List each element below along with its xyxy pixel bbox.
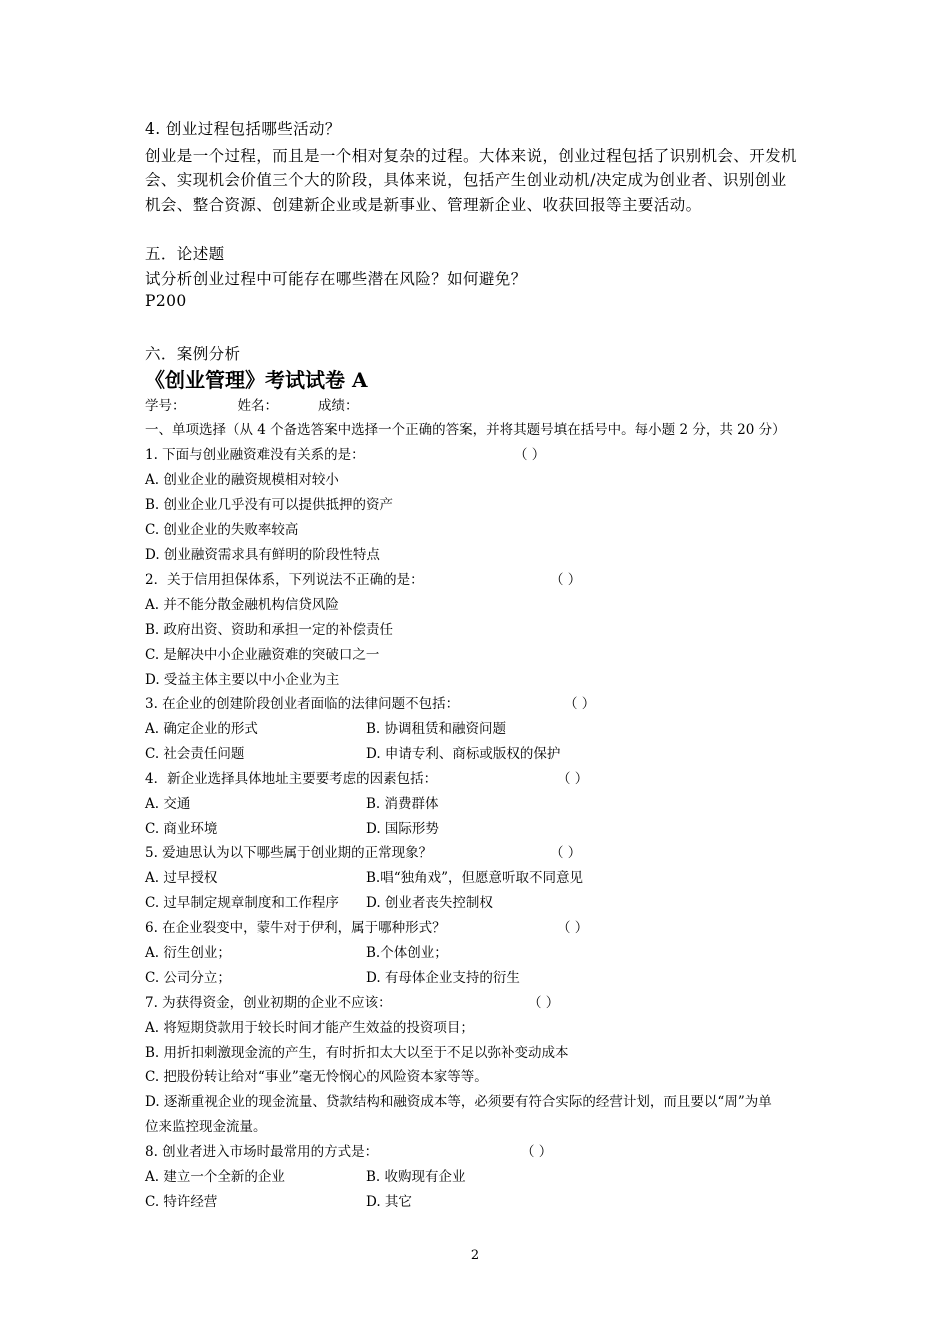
question-1-option-b: B. 创业企业几乎没有可以提供抵押的资产 <box>145 497 394 513</box>
question-7-option-b: B. 用折扣刺激现金流的产生，有时折扣太大以至于不足以弥补变动成本 <box>145 1045 569 1061</box>
question-3-option-c: C. 社会责任问题 <box>145 746 245 762</box>
section-5-answer: P200 <box>145 292 187 310</box>
question-4-option-b: B. 消费群体 <box>366 796 439 812</box>
section-6-title: 六．案例分析 <box>145 345 241 363</box>
question-1-option-a: A. 创业企业的融资规模相对较小 <box>145 472 339 488</box>
question-1-option-c: C. 创业企业的失败率较高 <box>145 522 299 538</box>
question-8-option-b: B. 收购现有企业 <box>366 1169 466 1185</box>
question-6-option-a: A. 衍生创业； <box>145 945 231 961</box>
question-7-answer-blank: （ ） <box>528 995 560 1011</box>
question-8-option-a: A. 建立一个全新的企业 <box>145 1169 285 1185</box>
section-5-question: 试分析创业过程中可能存在哪些潜在风险？如何避免？ <box>145 270 527 288</box>
question-2-answer-blank: （ ） <box>550 572 582 588</box>
question-5-option-c: C. 过早制定规章制度和工作程序 <box>145 895 339 911</box>
question-8-option-c: C. 特许经营 <box>145 1194 218 1210</box>
question-8-answer-blank: （ ） <box>521 1144 553 1160</box>
section-5-title: 五．论述题 <box>145 245 225 263</box>
question-3-option-b: B. 协调租赁和融资问题 <box>366 721 507 737</box>
question-6-option-b: B.个体创业； <box>366 945 448 961</box>
question-8-option-d: D. 其它 <box>366 1194 412 1210</box>
question-4-answer-line-3: 机会、整合资源、创建新企业或是新事业、管理新企业、收获回报等主要活动。 <box>145 196 702 214</box>
student-id-label: 学号： <box>145 398 186 414</box>
part-1-instruction: 一、单项选择（从 4 个备选答案中选择一个正确的答案，并将其题号填在括号中。每小题 2 分，共 20 分） <box>145 422 786 438</box>
question-6-stem: 6. 在企业裂变中，蒙牛对于伊利，属于哪种形式？ <box>145 920 446 936</box>
score-label: 成绩： <box>318 398 359 414</box>
question-5-answer-blank: （ ） <box>550 845 582 861</box>
question-7-option-d: D. 逐渐重视企业的现金流量、贷款结构和融资成本等，必须要有符合实际的经营计划，而且要以“周”为单 <box>145 1094 772 1110</box>
question-2-option-a: A. 并不能分散金融机构信贷风险 <box>145 597 339 613</box>
question-6-option-c: C. 公司分立； <box>145 970 231 986</box>
question-4-option-d: D. 国际形势 <box>366 821 439 837</box>
student-info-line <box>145 394 359 414</box>
question-2-option-d: D. 受益主体主要以中小企业为主 <box>145 672 340 688</box>
question-1-stem: 1. 下面与创业融资难没有关系的是： <box>145 447 365 463</box>
question-5-option-b: B.唱“独角戏”，但愿意听取不同意见 <box>366 870 584 886</box>
question-3-answer-blank: （ ） <box>564 696 596 712</box>
name-label: 姓名： <box>237 398 278 414</box>
question-4-option-c: C. 商业环境 <box>145 821 218 837</box>
question-2-option-b: B. 政府出资、资助和承担一定的补偿责任 <box>145 622 394 638</box>
question-6-answer-blank: （ ） <box>557 920 589 936</box>
question-6-option-d: D. 有母体企业支持的衍生 <box>366 970 520 986</box>
question-4-answer-blank: （ ） <box>557 771 589 787</box>
page-number: 2 <box>470 1248 480 1263</box>
question-2-stem: 2．关于信用担保体系，下列说法不正确的是： <box>145 572 424 588</box>
question-2-option-c: C. 是解决中小企业融资难的突破口之一 <box>145 647 380 663</box>
question-7-option-c: C. 把股份转让给对“事业”毫无怜悯心的风险资本家等等。 <box>145 1069 488 1085</box>
question-1-answer-blank: （ ） <box>514 447 546 463</box>
question-7-option-a: A. 将短期贷款用于较长时间才能产生效益的投资项目； <box>145 1020 474 1036</box>
question-5-option-d: D. 创业者丧失控制权 <box>366 895 493 911</box>
question-4-stem: 4．新企业选择具体地址主要要考虑的因素包括： <box>145 771 438 787</box>
question-7-option-d-continued: 位来监控现金流量。 <box>145 1119 267 1135</box>
question-3-option-a: A. 确定企业的形式 <box>145 721 258 737</box>
question-4-answer-line-2: 会、实现机会价值三个大的阶段，具体来说，包括产生创业动机/决定成为创业者、识别创业 <box>145 171 787 189</box>
question-3-stem: 3. 在企业的创建阶段创业者面临的法律问题不包括： <box>145 696 460 712</box>
question-8-stem: 8. 创业者进入市场时最常用的方式是： <box>145 1144 379 1160</box>
question-4-option-a: A. 交通 <box>145 796 191 812</box>
question-5-option-a: A. 过早授权 <box>145 870 218 886</box>
question-4-answer-line-1: 创业是一个过程，而且是一个相对复杂的过程。大体来说，创业过程包括了识别机会、开发机 <box>145 147 797 165</box>
question-1-option-d: D. 创业融资需求具有鲜明的阶段性特点 <box>145 547 380 563</box>
question-4-title: 4. 创业过程包括哪些活动？ <box>145 120 341 138</box>
question-5-stem: 5. 爱迪思认为以下哪些属于创业期的正常现象？ <box>145 845 433 861</box>
question-7-stem: 7. 为获得资金，创业初期的企业不应该： <box>145 995 392 1011</box>
exam-title: 《创业管理》考试试卷 A <box>145 368 368 392</box>
question-3-option-d: D. 申请专利、商标或版权的保护 <box>366 746 561 762</box>
